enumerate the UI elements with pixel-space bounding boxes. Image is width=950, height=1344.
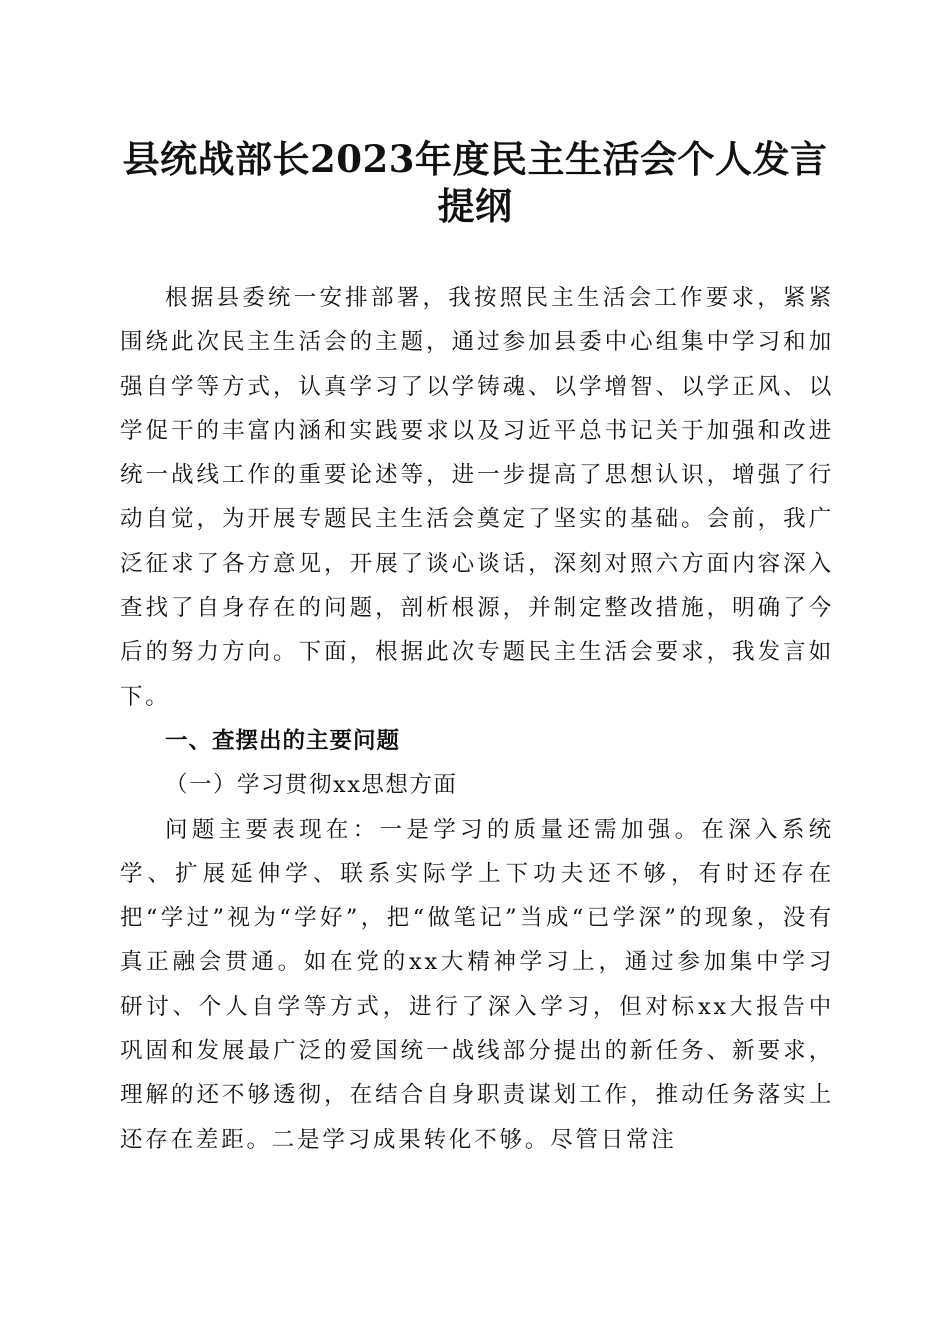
section-heading: 一、查摆出的主要问题 bbox=[165, 727, 401, 754]
document-title: 县统战部长2023年度民主生活会个人发言提纲 bbox=[122, 137, 828, 228]
intro-paragraph: 根据县委统一安排部署，我按照民主生活会工作要求，紧紧围绕此次民主生活会的主题，通过参加县委中心组集中学习和加强自学等方式，认真学习了以学铸魂、以学增智、以学正风、以学促干的丰富内涵和实践要求以及习近平总书记关于加强和改进统一战线工作的重要论述等，进一步提高了思想认识，增强了行动自觉，为开展专题民主生活会奠定了坚实的基础。会前，我广泛征求了各方意见，开展了谈心谈话，深刻对照六方面内容深入查找了自身存在的问题，剖析根源，并制定整改措施，明确了今后的努力方向。下面，根据此次专题民主生活会要求，我发言如下。 bbox=[120, 285, 834, 710]
subsection-paragraph: 问题主要表现在：一是学习的质量还需加强。在深入系统学、扩展延伸学、联系实际学上下功夫还不够，有时还存在把“学过”视为“学好”，把“做笔记”当成“已学深”的现象，没有真正融会贯通。如在党的xx大精神学习上，通过参加集中学习研讨、个人自学等方式，进行了深入学习，但对标xx大报告中巩固和发展最广泛的爱国统一战线部分提出的新任务、新要求，理解的还不够透彻，在结合自身职责谋划工作，推动任务落实上还存在差距。二是学习成果转化不够。尽管日常注 bbox=[120, 816, 834, 1153]
document-body bbox=[120, 276, 834, 1162]
subsection-heading: （一）学习贯彻xx思想方面 bbox=[165, 772, 458, 799]
